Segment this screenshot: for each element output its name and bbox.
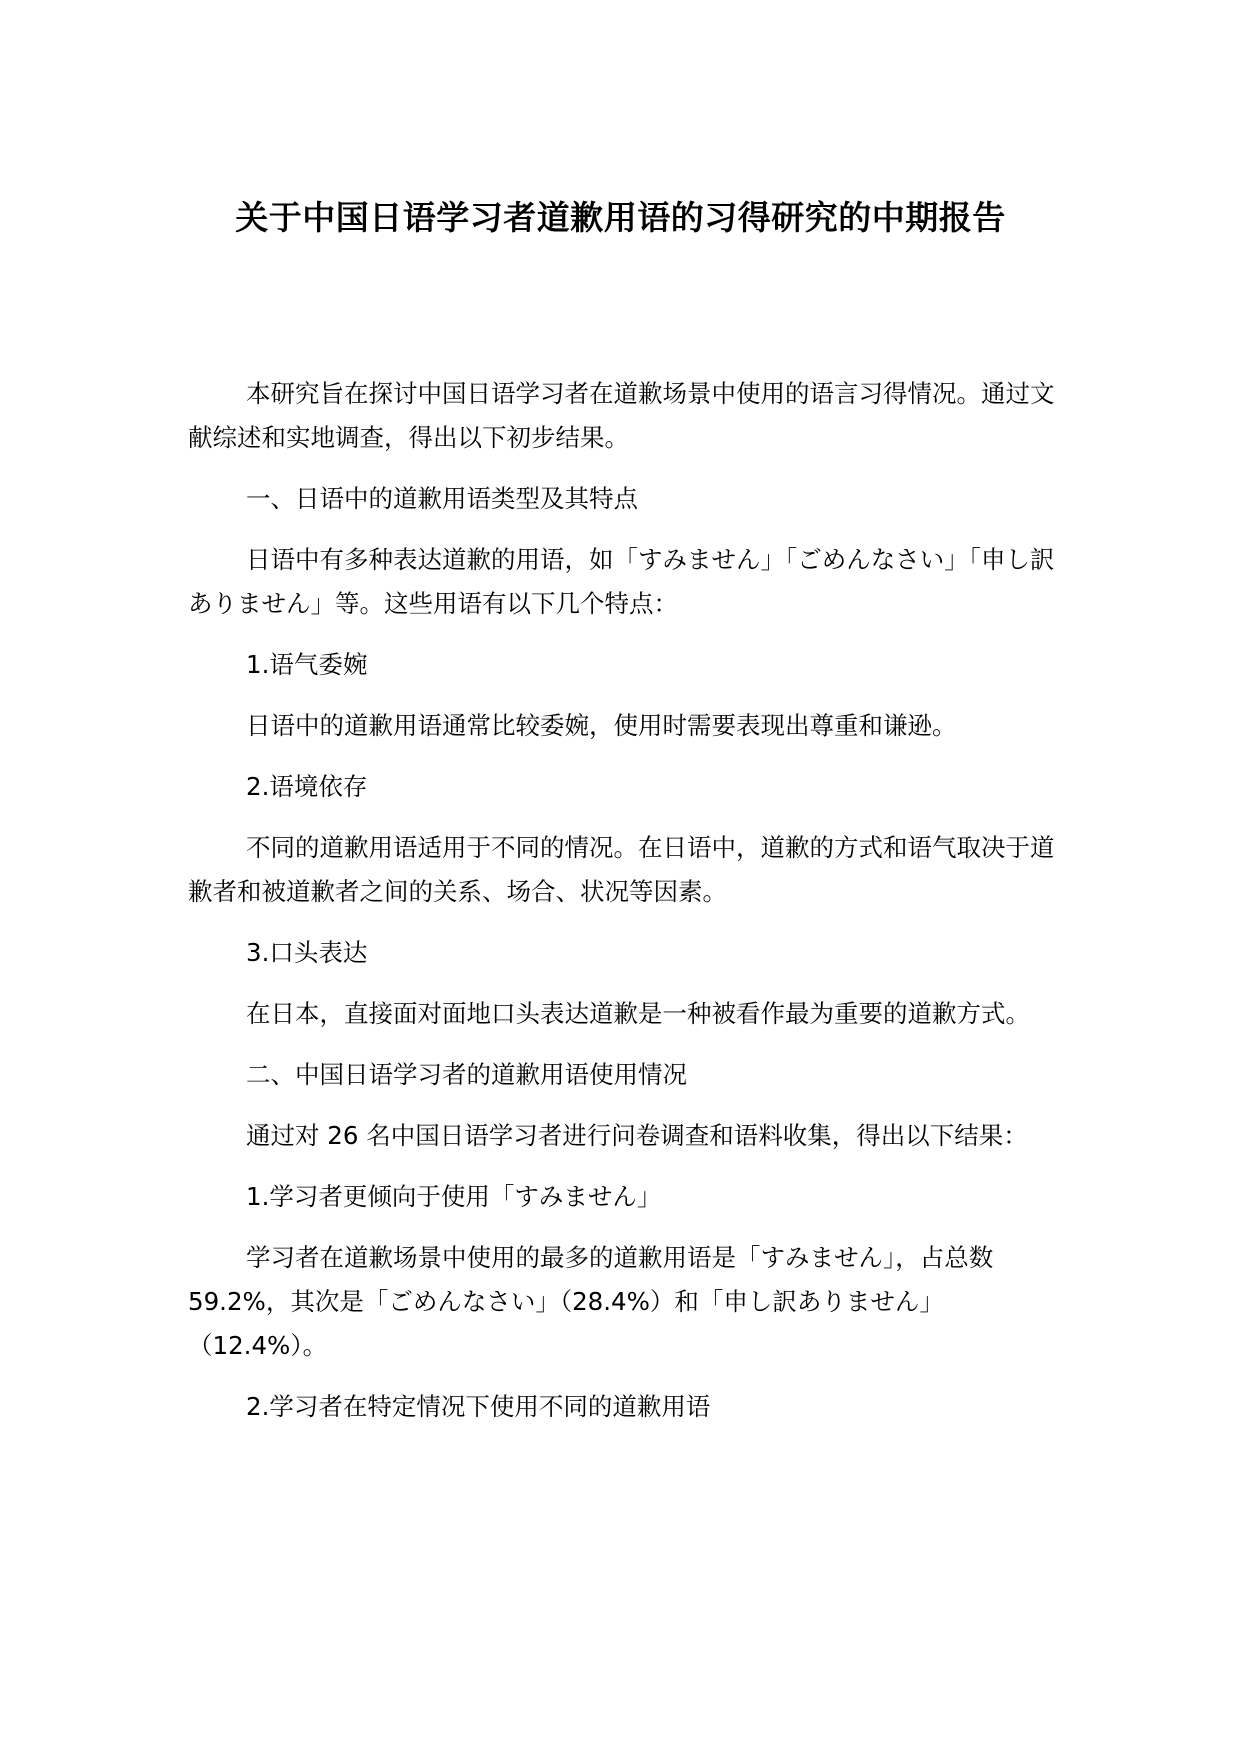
- subheading: 3.口头表达: [246, 938, 368, 967]
- document-body: [188, 372, 1058, 1429]
- subheading: 2.学习者在特定情况下使用不同的道歉用语: [246, 1392, 711, 1421]
- paragraph: 在日本，直接面对面地口头表达道歉是一种被看作最为重要的道歉方式。: [246, 999, 1030, 1028]
- subheading: 2.语境依存: [246, 772, 368, 801]
- paragraph: 通过对 26 名中国日语学习者进行问卷调查和语料收集，得出以下结果：: [246, 1121, 1028, 1150]
- paragraph: 不同的道歉用语适用于不同的情况。在日语中，道歉的方式和语气取决于道歉者和被道歉者之间的关系、场合、状况等因素。: [188, 833, 1055, 906]
- section-heading-2: 二、中国日语学习者的道歉用语使用情况: [246, 1060, 687, 1089]
- subheading: 1.学习者更倾向于使用「すみません」: [246, 1182, 662, 1211]
- paragraph-intro: 本研究旨在探讨中国日语学习者在道歉场景中使用的语言习得情况。通过文献综述和实地调查，得出以下初步结果。: [188, 379, 1055, 452]
- document-title: 关于中国日语学习者道歉用语的习得研究的中期报告: [235, 198, 1006, 237]
- paragraph: 日语中有多种表达道歉的用语，如「すみません」「ごめんなさい」「申し訳ありません」等。这些用语有以下几个特点：: [188, 545, 1055, 618]
- subheading: 1.语气委婉: [246, 650, 368, 679]
- section-heading-1: 一、日语中的道歉用语类型及其特点: [246, 484, 638, 513]
- paragraph: 学习者在道歉场景中使用的最多的道歉用语是「すみません」，占总数 59.2%，其次是「ごめんなさい」（28.4%）和「申し訳ありません」（12.4%）。: [188, 1243, 994, 1360]
- paragraph: 日语中的道歉用语通常比较委婉，使用时需要表现出尊重和谦逊。: [246, 711, 957, 740]
